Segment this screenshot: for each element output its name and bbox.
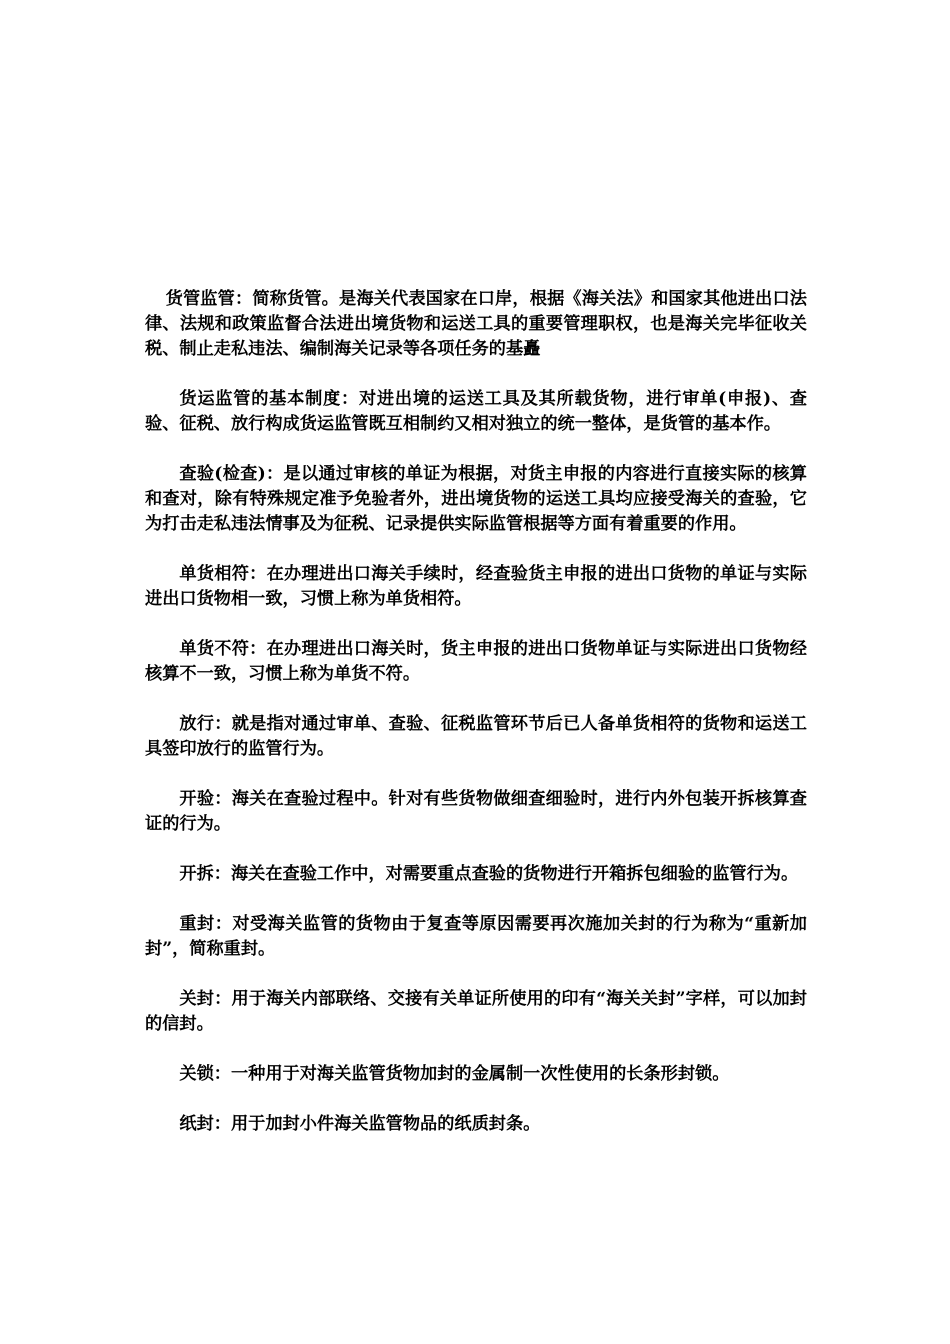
paragraph-freight-system: 货运监管的基本制度：对进出境的运送工具及其所载货物，进行审单(申报)、查验、征税、放行构成货运监管既互相制约又相对独立的统一整体，是货管的基本作。	[145, 389, 807, 434]
paragraph-cargo-supervision: 货管监管：简称货管。是海关代表国家在口岸，根据《海关法》和国家其他进出口法律、法规和政策监督合法进出境货物和运送工具的重要管理职权，也是海关完毕征收关税、制止走私违法、编制海关记录等各项任务的基矗	[145, 289, 807, 359]
paragraph-customs-lock: 关锁：一种用于对海关监管货物加封的金属制一次性使用的长条形封锁。	[179, 1064, 730, 1084]
paragraph-unpacking: 开拆：海关在查验工作中，对需要重点查验的货物进行开箱拆包细验的监管行为。	[179, 864, 799, 884]
paragraph-customs-envelope: 关封：用于海关内部联络、交接有关单证所使用的印有“海关关封”字样，可以加封的信封。	[145, 989, 807, 1034]
document-body	[145, 287, 807, 1162]
paragraph-paper-seal: 纸封：用于加封小件海关监管物品的纸质封条。	[179, 1114, 541, 1134]
paragraph-goods-mismatch: 单货不符：在办理进出口海关时，货主申报的进出口货物单证与实际进出口货物经核算不一致，习惯上称为单货不符。	[145, 639, 807, 684]
paragraph-goods-match: 单货相符：在办理进出口海关手续时，经查验货主申报的进出口货物的单证与实际进出口货物相一致，习惯上称为单货相符。	[145, 564, 807, 609]
paragraph-release: 放行：就是指对通过审单、查验、征税监管环节后已人备单货相符的货物和运送工具签印放行的监管行为。	[145, 714, 807, 759]
paragraph-inspection: 查验(检查)：是以通过审核的单证为根据，对货主申报的内容进行直接实际的核算和查对，除有特殊规定准予免验者外，进出境货物的运送工具均应接受海关的查验，它为打击走私违法情事及为征税、记录提供实际监管根据等方面有着重要的作用。	[145, 464, 807, 534]
paragraph-reseal: 重封：对受海关监管的货物由于复查等原因需要再次施加关封的行为称为“重新加封”，简称重封。	[145, 914, 807, 959]
paragraph-open-inspection: 开验：海关在查验过程中。针对有些货物做细查细验时，进行内外包装开拆核算查证的行为。	[145, 789, 807, 834]
